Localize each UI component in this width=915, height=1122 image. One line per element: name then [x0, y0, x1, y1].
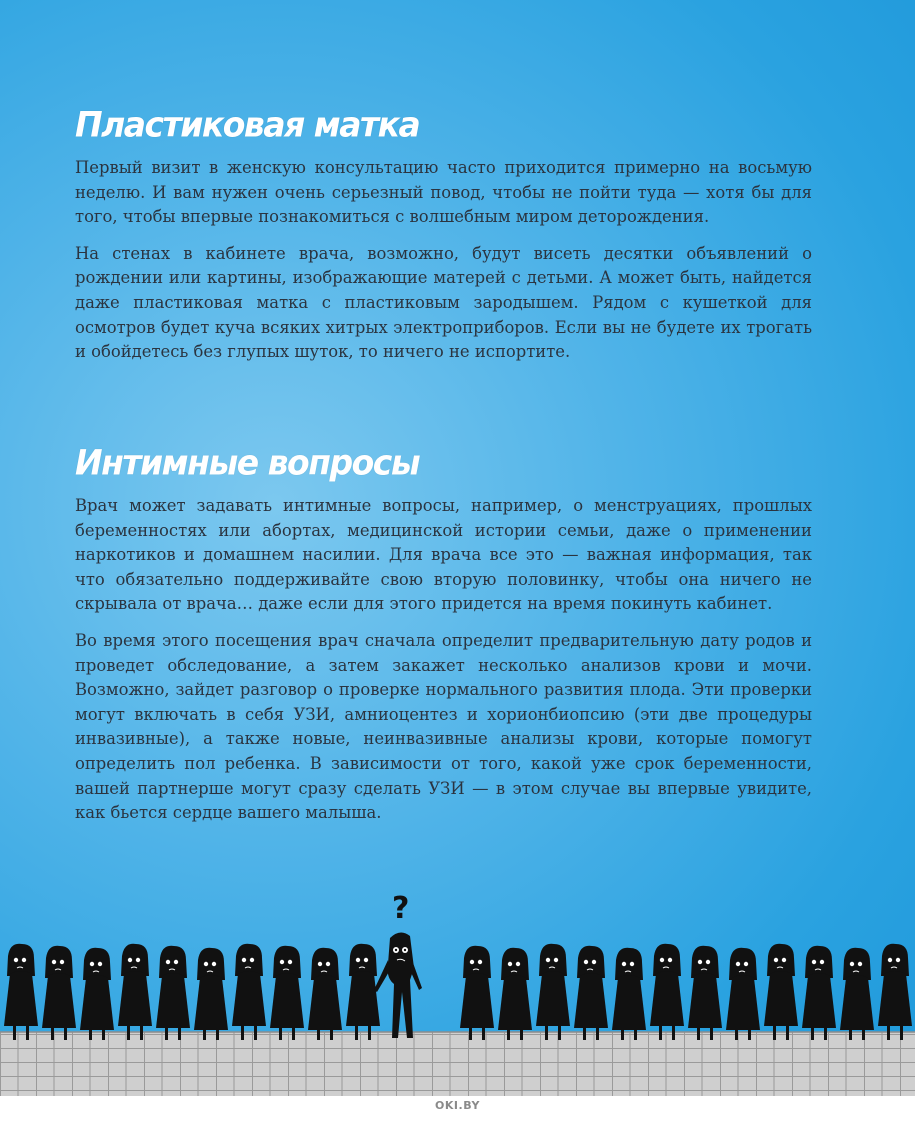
woman-figure — [688, 946, 722, 1040]
woman-figure — [650, 944, 684, 1040]
question-mark-icon: ? — [392, 891, 410, 926]
woman-figure — [194, 948, 228, 1040]
woman-figure — [42, 946, 76, 1040]
section-heading: Пластиковая матка — [75, 104, 420, 146]
tiled-floor — [0, 1032, 915, 1096]
paragraph: Во время этого посещения врач сначала определит предварительную дату родов и проведет обследование, а затем закажет несколько анализов крови и мочи. Возможно, зайдет разговор о проверке нормального развития плода. Эти проверки могут включать в себя УЗИ, амниоцентез и хорионбиопсию (эти две процедуры инвазивные), а также новые, неинвазивные анализы крови, которые помогут определить пол ребенка. В зависимости от того, какой уже срок беременности, вашей партнерше могут сразу сделать УЗИ — в этом случае вы впервые увидите, как бьется сердце вашего малыша. — [75, 630, 812, 823]
paragraph: На стенах в кабинете врача, возможно, будут висеть десятки объявлений о рождении или картины, изображающие матерей с детьми. А может быть, найдется даже пластиковая матка с пластиковым зародышем. Рядом с кушеткой для осмотров будет куча всяких хитрых электроприборов. Если вы не будете их трогать и обойдетесь без глупых шуток, то ничего не испортите. — [75, 243, 812, 362]
woman-figure — [878, 944, 912, 1040]
woman-figure — [80, 948, 114, 1040]
woman-figure — [232, 944, 266, 1040]
paragraph: Врач может задавать интимные вопросы, например, о менструациях, прошлых беременностях или абортах, медицинской истории семьи, даже о применении наркотиков и домашнем насилии. Для врача все это — важная информация, так что обязательно поддерживайте свою вторую половинку, чтобы она ничего не скрывала от врача… даже если для этого придется на время покинуть кабинет. — [75, 496, 812, 614]
woman-figure — [536, 944, 570, 1040]
crowd-illustration — [0, 880, 915, 1100]
watermark: OKI.BY — [435, 1099, 480, 1112]
woman-figure — [346, 944, 380, 1040]
woman-figure — [726, 948, 760, 1040]
woman-figure — [460, 946, 494, 1040]
paragraph: Первый визит в женскую консультацию часто приходится примерно на восьмую неделю. И вам нужен очень серьезный повод, чтобы не пойти туда — хотя бы для того, чтобы впервые познакомиться с волшебным миром деторождения. — [75, 158, 812, 227]
section-intimate-questions — [75, 440, 812, 838]
woman-figure — [764, 944, 798, 1040]
woman-figure — [270, 946, 304, 1040]
woman-figure — [118, 944, 152, 1040]
woman-figure — [498, 948, 532, 1040]
section-heading: Интимные вопросы — [75, 442, 420, 484]
crowd-figures — [4, 944, 912, 1040]
woman-figure — [574, 946, 608, 1040]
section-plastic-uterus — [75, 102, 812, 377]
woman-figure — [612, 948, 646, 1040]
woman-figure — [308, 948, 342, 1040]
woman-figure — [840, 948, 874, 1040]
woman-figure — [4, 944, 38, 1040]
woman-figure — [802, 946, 836, 1040]
woman-figure — [156, 946, 190, 1040]
confused-man-figure — [374, 932, 422, 1038]
